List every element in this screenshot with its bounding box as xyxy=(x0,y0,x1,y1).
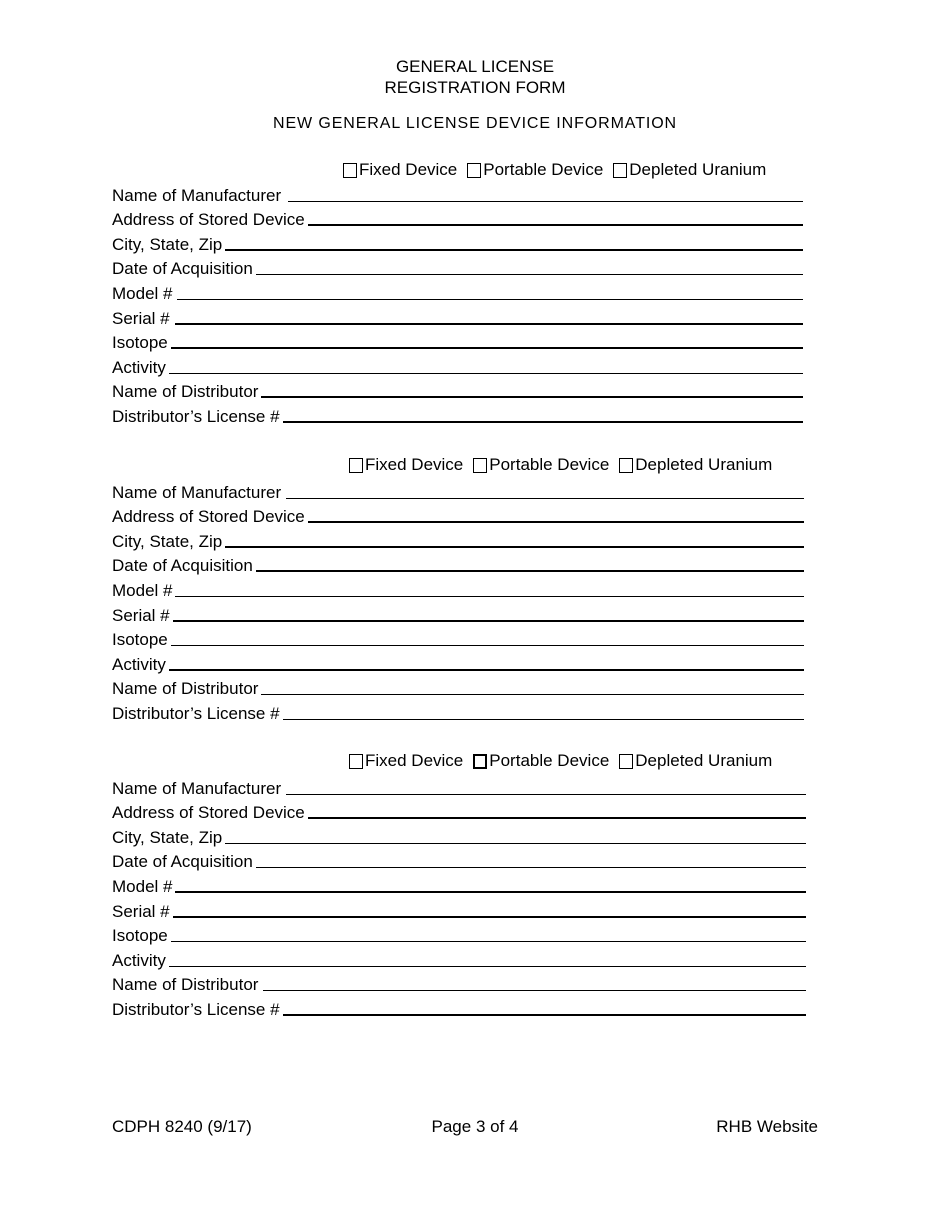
manufacturer-field[interactable] xyxy=(112,479,804,503)
isotope-label: Isotope xyxy=(112,333,168,352)
serial-field[interactable] xyxy=(112,305,803,329)
manufacturer-field[interactable] xyxy=(112,775,806,799)
checkbox-box[interactable] xyxy=(619,458,633,473)
activity-field[interactable] xyxy=(112,354,803,378)
manufacturer-line[interactable] xyxy=(286,794,806,795)
city-line[interactable] xyxy=(225,249,803,251)
license-line[interactable] xyxy=(283,719,804,720)
date-label: Date of Acquisition xyxy=(112,852,253,871)
depleted-uranium-checkbox[interactable] xyxy=(613,160,766,180)
model-field[interactable] xyxy=(112,280,803,304)
serial-line[interactable] xyxy=(173,916,806,918)
fixed-device-label: Fixed Device xyxy=(365,455,464,474)
depleted-uranium-checkbox[interactable] xyxy=(619,455,772,475)
portable-device-checkbox[interactable] xyxy=(473,751,609,771)
portable-device-checkbox[interactable] xyxy=(467,160,603,180)
activity-field[interactable] xyxy=(112,947,806,971)
distributor-field[interactable] xyxy=(112,378,803,402)
depleted-uranium-label: Depleted Uranium xyxy=(629,160,767,179)
city-field[interactable] xyxy=(112,231,803,255)
model-label: Model # xyxy=(112,284,173,303)
manufacturer-label: Name of Manufacturer xyxy=(112,186,282,205)
activity-line[interactable] xyxy=(169,373,803,374)
form-title xyxy=(0,56,950,98)
form-id: CDPH 8240 (9/17) xyxy=(112,1117,252,1136)
address-label: Address of Stored Device xyxy=(112,210,305,229)
manufacturer-label: Name of Manufacturer xyxy=(112,779,282,798)
city-label: City, State, Zip xyxy=(112,235,223,254)
checkbox-box[interactable] xyxy=(467,163,481,178)
activity-field[interactable] xyxy=(112,651,804,675)
activity-label: Activity xyxy=(112,655,166,674)
date-line[interactable] xyxy=(256,867,806,868)
city-field[interactable] xyxy=(112,824,806,848)
isotope-line[interactable] xyxy=(171,941,806,942)
rhb-website-link[interactable]: RHB Website xyxy=(716,1117,818,1136)
depleted-uranium-checkbox[interactable] xyxy=(619,751,772,771)
portable-device-label: Portable Device xyxy=(489,751,610,770)
manufacturer-line[interactable] xyxy=(286,498,804,499)
activity-label: Activity xyxy=(112,358,166,377)
license-label: Distributor’s License # xyxy=(112,704,280,723)
isotope-label: Isotope xyxy=(112,630,168,649)
fixed-device-label: Fixed Device xyxy=(359,160,458,179)
model-label: Model # xyxy=(112,581,173,600)
license-line[interactable] xyxy=(283,421,803,423)
device-type-row xyxy=(349,751,772,771)
model-field[interactable] xyxy=(112,577,804,601)
portable-device-label: Portable Device xyxy=(489,455,610,474)
date-line[interactable] xyxy=(256,274,803,275)
title-line-2: REGISTRATION FORM xyxy=(384,78,566,97)
address-field[interactable] xyxy=(112,799,806,823)
serial-field[interactable] xyxy=(112,602,804,626)
checkbox-box[interactable] xyxy=(349,458,363,473)
device-type-row xyxy=(349,455,772,475)
distributor-label: Name of Distributor xyxy=(112,679,259,698)
checkbox-box[interactable] xyxy=(349,754,363,769)
distributor-label: Name of Distributor xyxy=(112,975,259,994)
date-label: Date of Acquisition xyxy=(112,556,253,575)
date-line[interactable] xyxy=(256,570,804,572)
isotope-line[interactable] xyxy=(171,645,804,646)
address-line[interactable] xyxy=(308,817,806,819)
fixed-device-checkbox[interactable] xyxy=(349,455,463,475)
manufacturer-label: Name of Manufacturer xyxy=(112,483,282,502)
license-field[interactable] xyxy=(112,403,803,427)
serial-label: Serial # xyxy=(112,309,170,328)
serial-line[interactable] xyxy=(175,323,803,325)
license-line[interactable] xyxy=(283,1014,806,1016)
address-field[interactable] xyxy=(112,206,803,230)
manufacturer-field[interactable] xyxy=(112,182,803,206)
checkbox-box[interactable] xyxy=(619,754,633,769)
isotope-field[interactable] xyxy=(112,922,806,946)
address-line[interactable] xyxy=(308,224,803,226)
model-line[interactable] xyxy=(175,596,804,597)
distributor-label: Name of Distributor xyxy=(112,382,259,401)
activity-label: Activity xyxy=(112,951,166,970)
license-label: Distributor’s License # xyxy=(112,1000,280,1019)
model-line[interactable] xyxy=(175,891,806,893)
isotope-field[interactable] xyxy=(112,626,804,650)
fixed-device-checkbox[interactable] xyxy=(349,751,463,771)
city-line[interactable] xyxy=(225,843,806,844)
activity-line[interactable] xyxy=(169,669,804,671)
model-label: Model # xyxy=(112,877,173,896)
serial-label: Serial # xyxy=(112,606,170,625)
address-field[interactable] xyxy=(112,503,804,527)
isotope-label: Isotope xyxy=(112,926,168,945)
checkbox-box[interactable] xyxy=(473,754,487,769)
city-field[interactable] xyxy=(112,528,804,552)
serial-label: Serial # xyxy=(112,902,170,921)
license-field[interactable] xyxy=(112,996,806,1020)
checkbox-box[interactable] xyxy=(473,458,487,473)
date-field[interactable] xyxy=(112,255,803,279)
depleted-uranium-label: Depleted Uranium xyxy=(635,455,773,474)
date-field[interactable] xyxy=(112,848,806,872)
serial-field[interactable] xyxy=(112,898,806,922)
city-line[interactable] xyxy=(225,546,804,548)
date-label: Date of Acquisition xyxy=(112,259,253,278)
date-field[interactable] xyxy=(112,552,804,576)
city-label: City, State, Zip xyxy=(112,828,223,847)
distributor-line[interactable] xyxy=(261,694,804,695)
page-number: Page 3 of 4 xyxy=(431,1117,519,1136)
distributor-line[interactable] xyxy=(263,990,806,991)
isotope-field[interactable] xyxy=(112,329,803,353)
license-label: Distributor’s License # xyxy=(112,407,280,426)
section-subtitle: NEW GENERAL LICENSE DEVICE INFORMATION xyxy=(272,115,678,132)
portable-device-checkbox[interactable] xyxy=(473,455,609,475)
title-line-1: GENERAL LICENSE xyxy=(395,57,555,76)
checkbox-box[interactable] xyxy=(343,163,357,178)
model-field[interactable] xyxy=(112,873,806,897)
activity-line[interactable] xyxy=(169,966,806,967)
isotope-line[interactable] xyxy=(171,347,803,349)
fixed-device-label: Fixed Device xyxy=(365,751,464,770)
device-type-row xyxy=(343,160,766,180)
checkbox-box[interactable] xyxy=(613,163,627,178)
distributor-line[interactable] xyxy=(261,396,803,398)
model-line[interactable] xyxy=(177,299,803,300)
license-field[interactable] xyxy=(112,700,804,724)
distributor-field[interactable] xyxy=(112,971,806,995)
address-label: Address of Stored Device xyxy=(112,803,305,822)
manufacturer-line[interactable] xyxy=(288,201,803,202)
address-line[interactable] xyxy=(308,521,804,523)
distributor-field[interactable] xyxy=(112,675,804,699)
address-label: Address of Stored Device xyxy=(112,507,305,526)
fixed-device-checkbox[interactable] xyxy=(343,160,457,180)
portable-device-label: Portable Device xyxy=(483,160,604,179)
serial-line[interactable] xyxy=(173,620,804,622)
depleted-uranium-label: Depleted Uranium xyxy=(635,751,773,770)
city-label: City, State, Zip xyxy=(112,532,223,551)
